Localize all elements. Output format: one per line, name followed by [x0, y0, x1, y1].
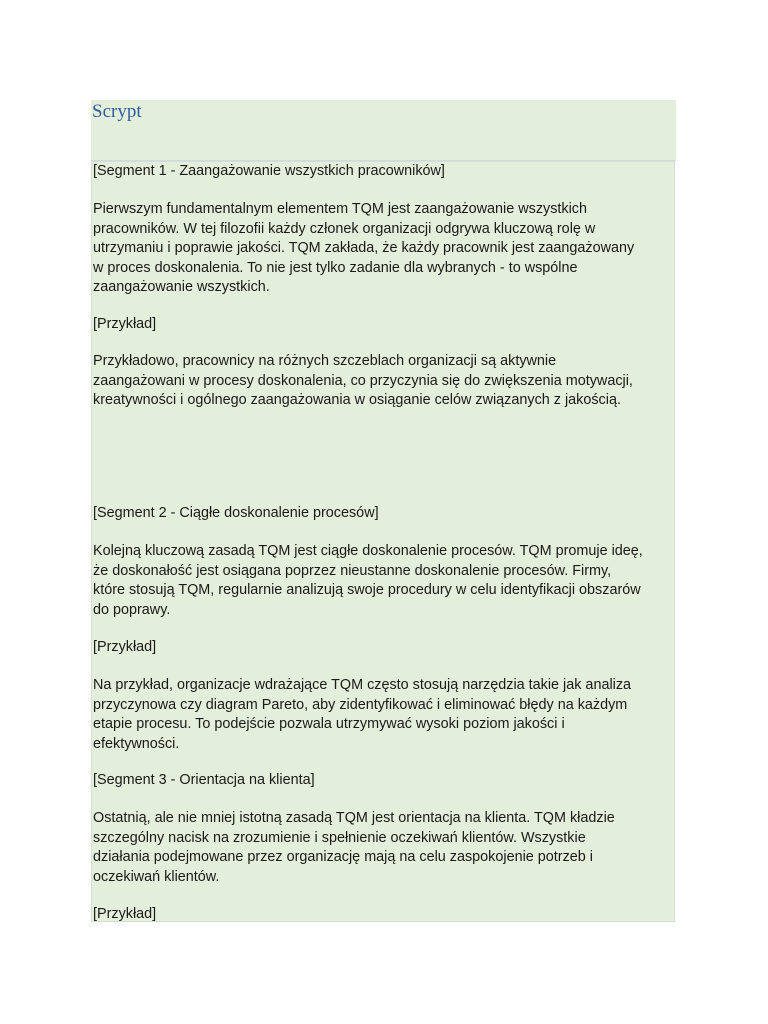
- segment-1-example: [93, 352, 675, 411]
- segment-3-heading: [Segment 3 - Orientacja na klienta]: [93, 772, 315, 788]
- script-content-cell: [91, 161, 675, 922]
- text-line: utrzymaniu i poprawie jakości. TQM zakłada, że każdy pracownik jest zaangażowany: [93, 240, 635, 256]
- text-line: Kolejną kluczową zasadą TQM jest ciągłe doskonalenie procesów. TQM promuje ideę,: [93, 543, 643, 559]
- segment-1-heading: [Segment 1 - Zaangażowanie wszystkich pracowników]: [93, 163, 445, 179]
- text-line: że doskonałość jest osiągana poprzez nieustanne doskonalenie procesów. Firmy,: [93, 562, 612, 579]
- text-line: Na przykład, organizacje wdrażające TQM często stosują narzędzia takie jak analiza: [93, 677, 632, 693]
- segment-3-paragraph: [93, 809, 675, 887]
- text-line: kreatywności i ogólnego zaangażowania w osiąganie celów związanych z jakością.: [93, 392, 621, 408]
- header-cell: [91, 100, 676, 161]
- segment-3-example-label: [Przykład]: [93, 906, 157, 922]
- text-line: działania podejmowane przez organizację mają na celu zaspokojenie potrzeb i: [93, 849, 593, 865]
- text-line: zaangażowanie wszystkich.: [93, 279, 270, 295]
- text-line: zaangażowani w procesy doskonalenia, co przyczynia się do zwiększenia motywacji,: [93, 372, 633, 389]
- segment-2-paragraph: [93, 542, 675, 620]
- segment-2-example-label: [Przykład]: [93, 639, 157, 655]
- text-line: Przykładowo, pracownicy na różnych szczeblach organizacji są aktywnie: [93, 353, 557, 369]
- text-line: w proces doskonalenia. To nie jest tylko zadanie dla wybranych - to wspólne: [93, 259, 578, 276]
- text-line: Pierwszym fundamentalnym elementem TQM jest zaangażowanie wszystkich: [93, 201, 588, 217]
- text-line: które stosują TQM, regularnie analizują swoje procedury w celu identyfikacji obszarów: [93, 582, 641, 598]
- text-line: szczególny nacisk na zrozumienie i spełnienie oczekiwań klientów. Wszystkie: [93, 829, 586, 846]
- segment-2-heading: [Segment 2 - Ciągłe doskonalenie procesów]: [93, 505, 379, 521]
- text-line: etapie procesu. To podejście pozwala utrzymywać wysoki poziom jakości i: [93, 716, 565, 732]
- segment-2-example: [93, 676, 675, 754]
- page-title: Scrypt: [92, 101, 142, 122]
- text-line: oczekiwań klientów.: [93, 868, 220, 885]
- segment-1-example-label: [Przykład]: [93, 316, 157, 332]
- text-line: Ostatnią, ale nie mniej istotną zasadą TQM jest orientacja na klienta. TQM kładzie: [93, 810, 615, 826]
- text-line: do poprawy.: [93, 601, 171, 618]
- text-line: pracowników. W tej filozofii każdy członek organizacji odgrywa kluczową rolę w: [93, 220, 596, 237]
- text-line: przyczynowa czy diagram Pareto, aby zidentyfikować i eliminować błędy na każdym: [93, 696, 628, 713]
- segment-1-paragraph: [93, 200, 675, 298]
- text-line: efektywności.: [93, 735, 180, 752]
